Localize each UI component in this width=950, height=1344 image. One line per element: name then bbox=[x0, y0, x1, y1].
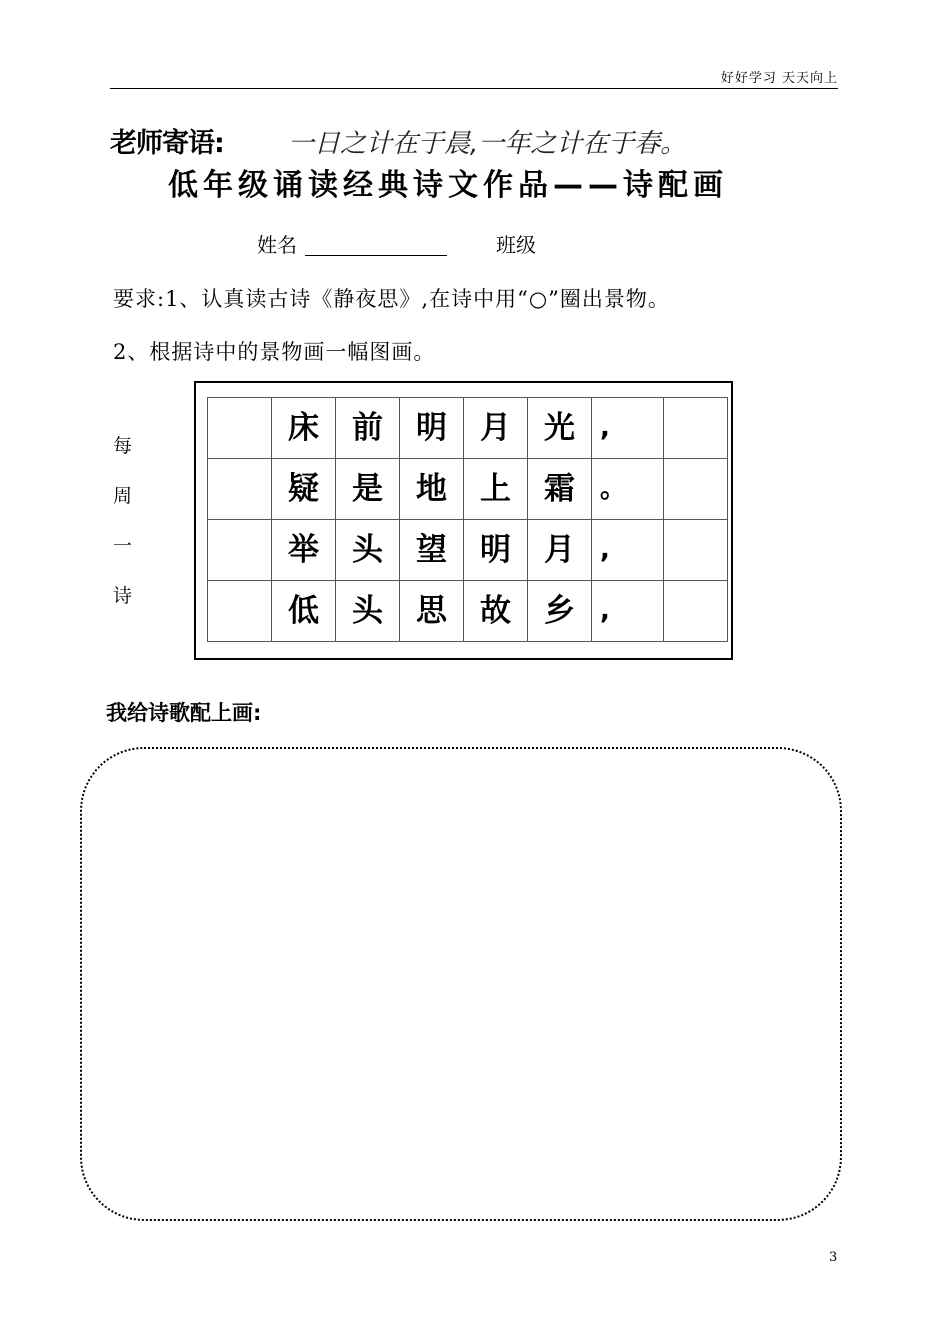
requirement-1: 要求:1、认真读古诗《静夜思》,在诗中用“○”圈出景物。 bbox=[113, 287, 670, 311]
poem-cell: 光 bbox=[528, 398, 592, 459]
side-char: 周 bbox=[113, 485, 133, 507]
poem-cell bbox=[208, 459, 272, 520]
poem-cell: 低 bbox=[272, 581, 336, 642]
poem-cell: 乡 bbox=[528, 581, 592, 642]
motto-text: 一日之计在于晨,一年之计在于春。 bbox=[288, 129, 687, 159]
poem-cell: 上 bbox=[464, 459, 528, 520]
poem-cell: 疑 bbox=[272, 459, 336, 520]
poem-cell bbox=[208, 520, 272, 581]
poem-cell: 霜 bbox=[528, 459, 592, 520]
poem-row bbox=[208, 459, 728, 520]
worksheet-title: 低年级诵读经典诗文作品——诗配画 bbox=[168, 168, 728, 203]
side-char: 一 bbox=[113, 535, 133, 557]
poem-row bbox=[208, 520, 728, 581]
poem-grid bbox=[207, 397, 728, 642]
teacher-motto bbox=[110, 121, 830, 157]
poem-cell bbox=[664, 581, 728, 642]
page-number: 3 bbox=[829, 1250, 838, 1265]
poem-cell: 头 bbox=[336, 520, 400, 581]
name-blank-line[interactable] bbox=[305, 255, 447, 256]
poem-cell: , bbox=[592, 581, 664, 642]
poem-cell: 地 bbox=[400, 459, 464, 520]
poem-cell bbox=[208, 581, 272, 642]
poem-cell: 故 bbox=[464, 581, 528, 642]
poem-cell bbox=[664, 459, 728, 520]
poem-cell: , bbox=[592, 520, 664, 581]
poem-cell: 明 bbox=[464, 520, 528, 581]
poem-cell: 思 bbox=[400, 581, 464, 642]
poem-cell: 月 bbox=[528, 520, 592, 581]
weekly-poem-label bbox=[113, 433, 137, 633]
poem-frame bbox=[194, 381, 733, 660]
poem-row bbox=[208, 581, 728, 642]
poem-cell bbox=[664, 398, 728, 459]
poem-cell: 。 bbox=[592, 459, 664, 520]
class-label: 班级 bbox=[496, 233, 536, 257]
header-text: 好好学习 天天向上 bbox=[720, 71, 838, 86]
requirement-2: 2、根据诗中的景物画一幅图画。 bbox=[113, 340, 436, 364]
poem-cell: , bbox=[592, 398, 664, 459]
poem-cell bbox=[208, 398, 272, 459]
poem-cell: 举 bbox=[272, 520, 336, 581]
poem-cell bbox=[664, 520, 728, 581]
side-char: 每 bbox=[113, 435, 133, 457]
poem-cell: 是 bbox=[336, 459, 400, 520]
poem-cell: 月 bbox=[464, 398, 528, 459]
poem-row bbox=[208, 398, 728, 459]
poem-cell: 望 bbox=[400, 520, 464, 581]
header-divider bbox=[110, 88, 838, 89]
poem-cell: 床 bbox=[272, 398, 336, 459]
poem-cell: 明 bbox=[400, 398, 464, 459]
name-label: 姓名 bbox=[257, 233, 297, 257]
drawing-area[interactable] bbox=[80, 747, 842, 1221]
poem-cell: 头 bbox=[336, 581, 400, 642]
motto-label: 老师寄语: bbox=[110, 128, 224, 159]
drawing-label: 我给诗歌配上画: bbox=[106, 701, 262, 725]
poem-cell: 前 bbox=[336, 398, 400, 459]
side-char: 诗 bbox=[113, 585, 133, 607]
